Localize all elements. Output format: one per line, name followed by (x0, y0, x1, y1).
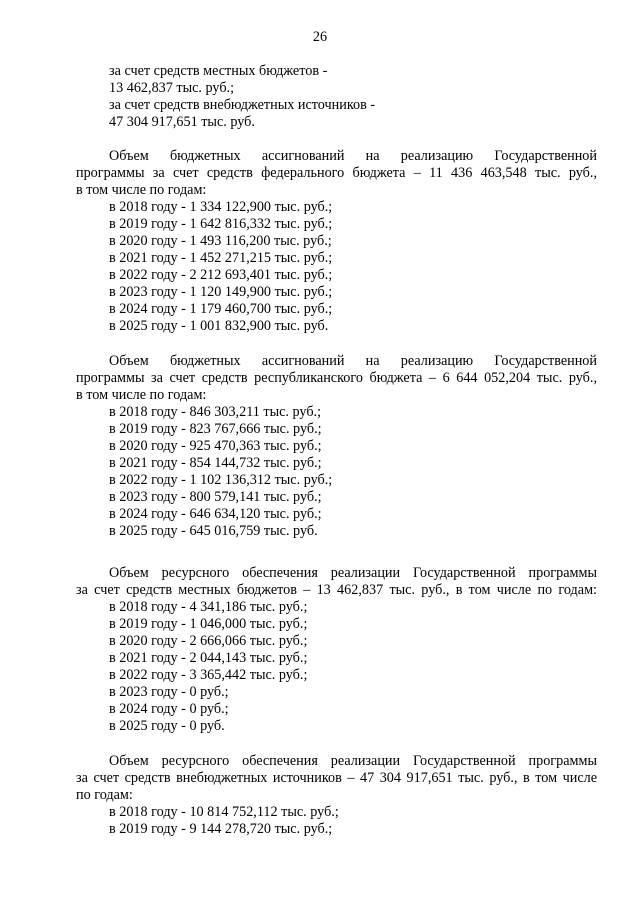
intro-line: за счет средств местных бюджетов - (109, 63, 328, 79)
federal-para-line: в том числе по годам: (76, 182, 207, 198)
federal-year-item: в 2023 году - 1 120 149,900 тыс. руб.; (109, 284, 333, 300)
federal-year-item: в 2020 году - 1 493 116,200 тыс. руб.; (109, 233, 332, 249)
federal-para-line: Объем бюджетных ассигнований на реализацию Государственной (109, 148, 597, 164)
local-year-item: в 2024 году - 0 руб.; (109, 701, 229, 717)
federal-year-item: в 2022 году - 2 212 693,401 тыс. руб.; (109, 267, 333, 283)
intro-section (76, 63, 597, 131)
extrabudget-para-line: по годам: (76, 787, 133, 803)
local-year-item: в 2020 году - 2 666,066 тыс. руб.; (109, 633, 308, 649)
republican-year-item: в 2018 году - 846 303,211 тыс. руб.; (109, 404, 322, 420)
local-year-item: в 2023 году - 0 руб.; (109, 684, 229, 700)
local-year-item: в 2021 году - 2 044,143 тыс. руб.; (109, 650, 308, 666)
local-year-item: в 2019 году - 1 046,000 тыс. руб.; (109, 616, 308, 632)
intro-line: 47 304 917,651 тыс. руб. (109, 114, 255, 130)
federal-year-item: в 2025 году - 1 001 832,900 тыс. руб. (109, 318, 329, 334)
extrabudget-year-item: в 2019 году - 9 144 278,720 тыс. руб.; (109, 821, 333, 837)
republican-year-item: в 2024 году - 646 634,120 тыс. руб.; (109, 506, 322, 522)
extrabudget-para-line: Объем ресурсного обеспечения реализации Государственной программы (109, 753, 597, 769)
republican-year-item: в 2022 году - 1 102 136,312 тыс. руб.; (109, 472, 333, 488)
republican-year-item: в 2019 году - 823 767,666 тыс. руб.; (109, 421, 322, 437)
federal-para-line: программы за счет средств федерального бюджета – 11 436 463,548 тыс. руб., (76, 165, 597, 181)
republican-budget-section (76, 353, 597, 540)
federal-year-item: в 2018 году - 1 334 122,900 тыс. руб.; (109, 199, 333, 215)
federal-year-item: в 2019 году - 1 642 816,332 тыс. руб.; (109, 216, 333, 232)
intro-line: за счет средств внебюджетных источников - (109, 97, 376, 113)
local-para-line: Объем ресурсного обеспечения реализации Государственной программы (109, 565, 597, 581)
local-year-item: в 2022 году - 3 365,442 тыс. руб.; (109, 667, 308, 683)
republican-para-line: программы за счет средств республиканского бюджета – 6 644 052,204 тыс. руб., (76, 370, 597, 386)
local-budget-section (76, 565, 597, 735)
republican-para-line: Объем бюджетных ассигнований на реализацию Государственной (109, 353, 597, 369)
extrabudgetary-section (76, 753, 597, 838)
republican-year-item: в 2020 году - 925 470,363 тыс. руб.; (109, 438, 322, 454)
federal-year-item: в 2021 году - 1 452 271,215 тыс. руб.; (109, 250, 333, 266)
republican-para-line: в том числе по годам: (76, 387, 207, 403)
page-number: 26 (312, 29, 328, 45)
republican-year-item: в 2025 году - 645 016,759 тыс. руб. (109, 523, 318, 539)
federal-year-item: в 2024 году - 1 179 460,700 тыс. руб.; (109, 301, 333, 317)
local-year-item: в 2025 году - 0 руб. (109, 718, 225, 734)
local-year-item: в 2018 году - 4 341,186 тыс. руб.; (109, 599, 308, 615)
republican-year-item: в 2021 году - 854 144,732 тыс. руб.; (109, 455, 322, 471)
extrabudget-para-line: за счет средств внебюджетных источников – 47 304 917,651 тыс. руб., в том числе (76, 770, 597, 786)
extrabudget-year-item: в 2018 году - 10 814 752,112 тыс. руб.; (109, 804, 339, 820)
intro-line: 13 462,837 тыс. руб.; (109, 80, 235, 96)
local-para-line: за счет средств местных бюджетов – 13 462,837 тыс. руб., в том числе по годам: (76, 582, 597, 598)
federal-budget-section (76, 148, 597, 335)
republican-year-item: в 2023 году - 800 579,141 тыс. руб.; (109, 489, 322, 505)
